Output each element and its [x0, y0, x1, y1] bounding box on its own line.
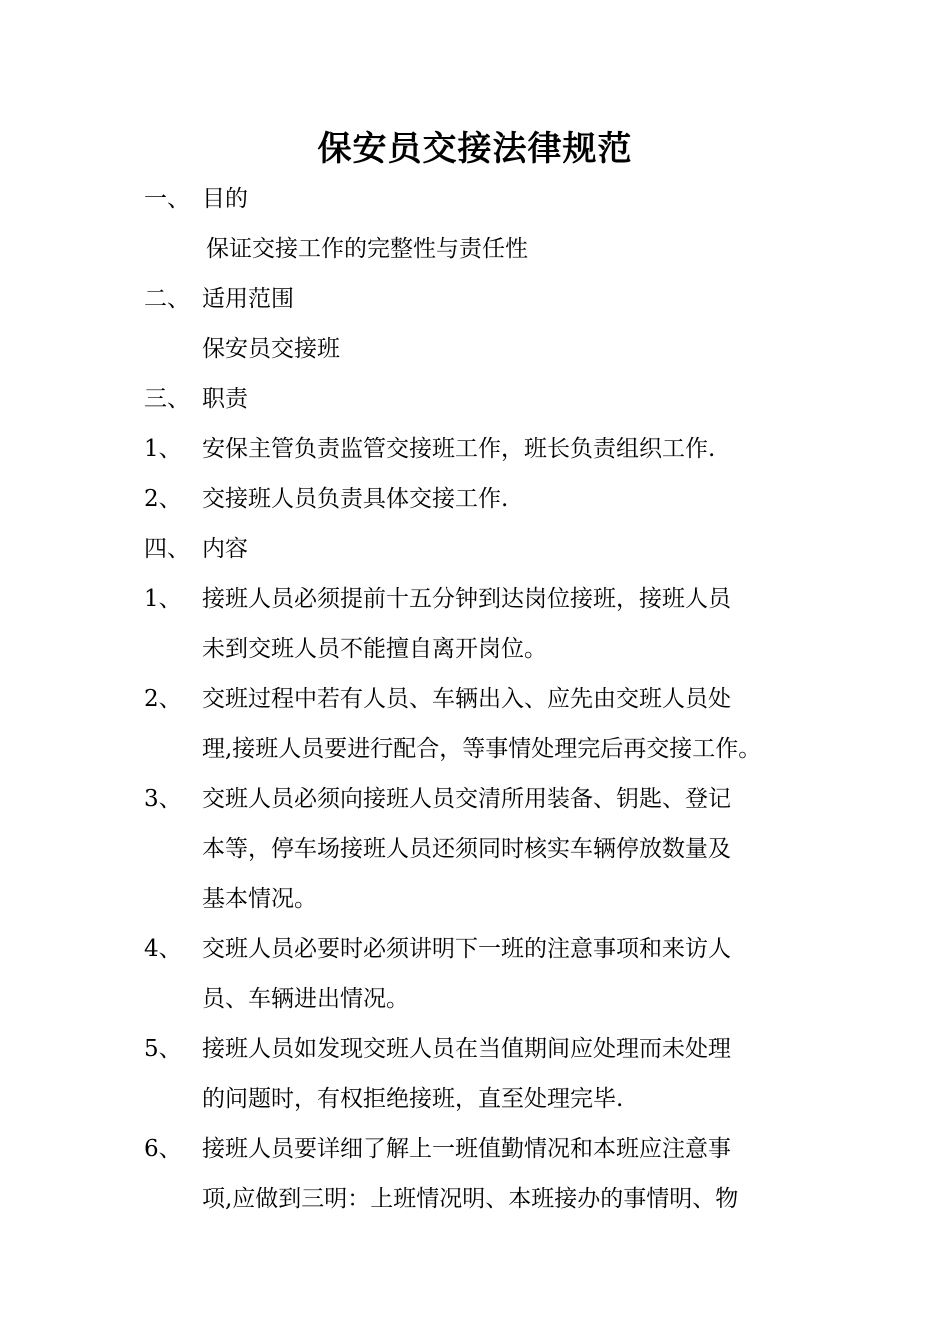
item-line: 交班过程中若有人员、车辆出入、应先由交班人员处: [202, 686, 731, 712]
section-number: 一、: [144, 186, 190, 212]
section-number: 三、: [144, 386, 190, 412]
item-line: 接班人员要详细了解上一班值勤情况和本班应注意事: [202, 1136, 731, 1162]
item-line: 项,应做到三明：上班情况明、本班接办的事情明、物: [202, 1186, 739, 1212]
section-number: 二、: [144, 286, 190, 312]
item-number: 5、: [144, 1036, 182, 1062]
item-number: 4、: [144, 936, 182, 962]
item-line: 员、车辆进出情况。: [202, 986, 409, 1012]
item-number: 2、: [144, 486, 182, 512]
item-line: 交班人员必须向接班人员交清所用装备、钥匙、登记: [202, 786, 731, 812]
item-line: 未到交班人员不能擅自离开岗位。: [202, 636, 547, 662]
item-line: 交接班人员负责具体交接工作.: [202, 486, 509, 512]
item-number: 1、: [144, 586, 182, 612]
item-line: 交班人员必要时必须讲明下一班的注意事项和来访人: [202, 936, 731, 962]
purpose-text: 保证交接工作的完整性与责任性: [206, 236, 528, 262]
item-number: 3、: [144, 786, 182, 812]
scope-text: 保安员交接班: [202, 336, 340, 362]
item-line: 理,接班人员要进行配合，等事情处理完后再交接工作。: [202, 736, 762, 762]
section-heading-text: 职责: [202, 386, 248, 412]
item-line: 的问题时，有权拒绝接班，直至处理完毕.: [202, 1086, 624, 1112]
item-number: 6、: [144, 1136, 182, 1162]
item-line: 安保主管负责监管交接班工作，班长负责组织工作.: [202, 436, 716, 462]
section-heading-text: 内容: [202, 536, 248, 562]
item-number: 2、: [144, 686, 182, 712]
section-number: 四、: [144, 536, 190, 562]
section-heading-text: 目的: [202, 186, 248, 212]
item-number: 1、: [144, 436, 182, 462]
section-heading-text: 适用范围: [202, 286, 294, 312]
item-line: 基本情况。: [202, 886, 317, 912]
item-line: 接班人员如发现交班人员在当值期间应处理而未处理: [202, 1036, 731, 1062]
document-title: 保安员交接法律规范: [317, 129, 633, 169]
item-line: 本等，停车场接班人员还须同时核实车辆停放数量及: [202, 836, 731, 862]
item-line: 接班人员必须提前十五分钟到达岗位接班，接班人员: [202, 586, 731, 612]
